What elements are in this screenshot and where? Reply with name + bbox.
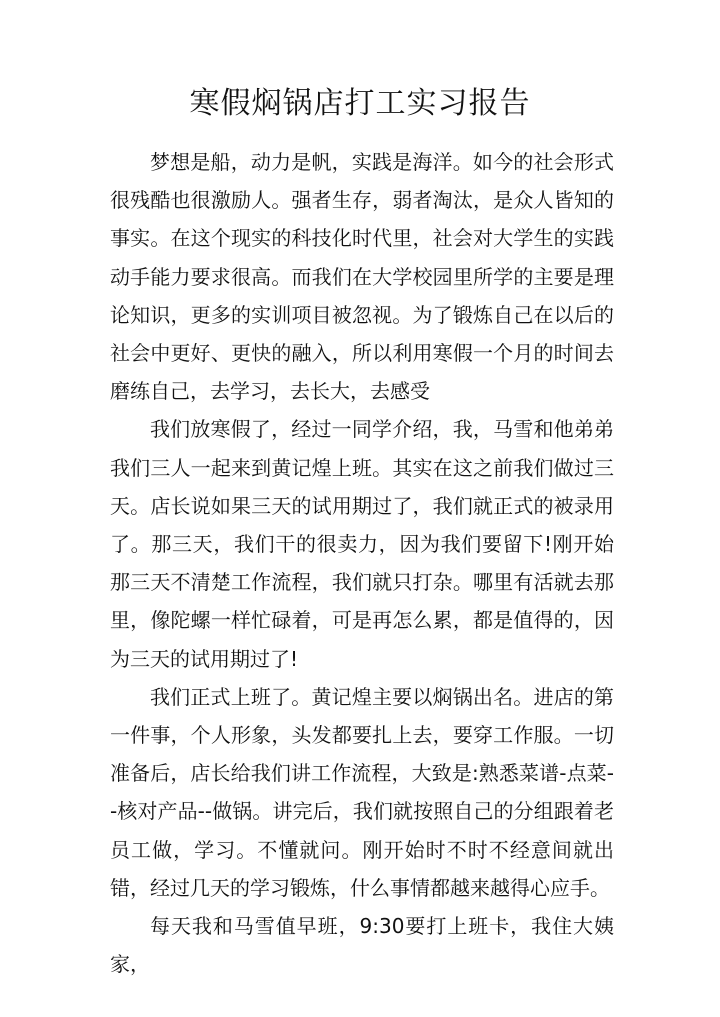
paragraph: 梦想是船，动力是帆，实践是海洋。如今的社会形式很残酷也很激励人。强者生存，弱者淘汰，是众人皆知的事实。在这个现实的科技化时代里，社会对大学生的实践动手能力要求很高。而我们在大学校园里所学的主要是理论知识，更多的实训项目被忽视。为了锻炼自己在以后的社会中更好、更快的融入，所以利用寒假一个月的时间去磨练自己，去学习，去长大，去感受 [110, 150, 614, 404]
document-title: 寒假焖锅店打工实习报告 [189, 86, 531, 121]
paragraph: 我们放寒假了，经过一同学介绍，我，马雪和他弟弟我们三人一起来到黄记煌上班。其实在这之前我们做过三天。店长说如果三天的试用期过了，我们就正式的被录用了。那三天，我们干的很卖力，因为我们要留下!刚开始那三天不清楚工作流程，我们就只打杂。哪里有活就去那里，像陀螺一样忙碌着，可是再怎么累，都是值得的，因为三天的试用期过了! [110, 417, 614, 671]
paragraph: 我们正式上班了。黄记煌主要以焖锅出名。进店的第一件事，个人形象，头发都要扎上去，要穿工作服。一切准备后，店长给我们讲工作流程，大致是:熟悉菜谱-点菜--核对产品--做锅。讲完后，我们就按照自己的分组跟着老员工做，学习。不懂就问。刚开始时不时不经意间就出错，经过几天的学习锻炼，什么事情都越来越得心应手。 [110, 684, 614, 900]
document-body [110, 143, 614, 983]
paragraph: 每天我和马雪值早班，9:30要打上班卡，我住大姨家， [110, 914, 614, 977]
